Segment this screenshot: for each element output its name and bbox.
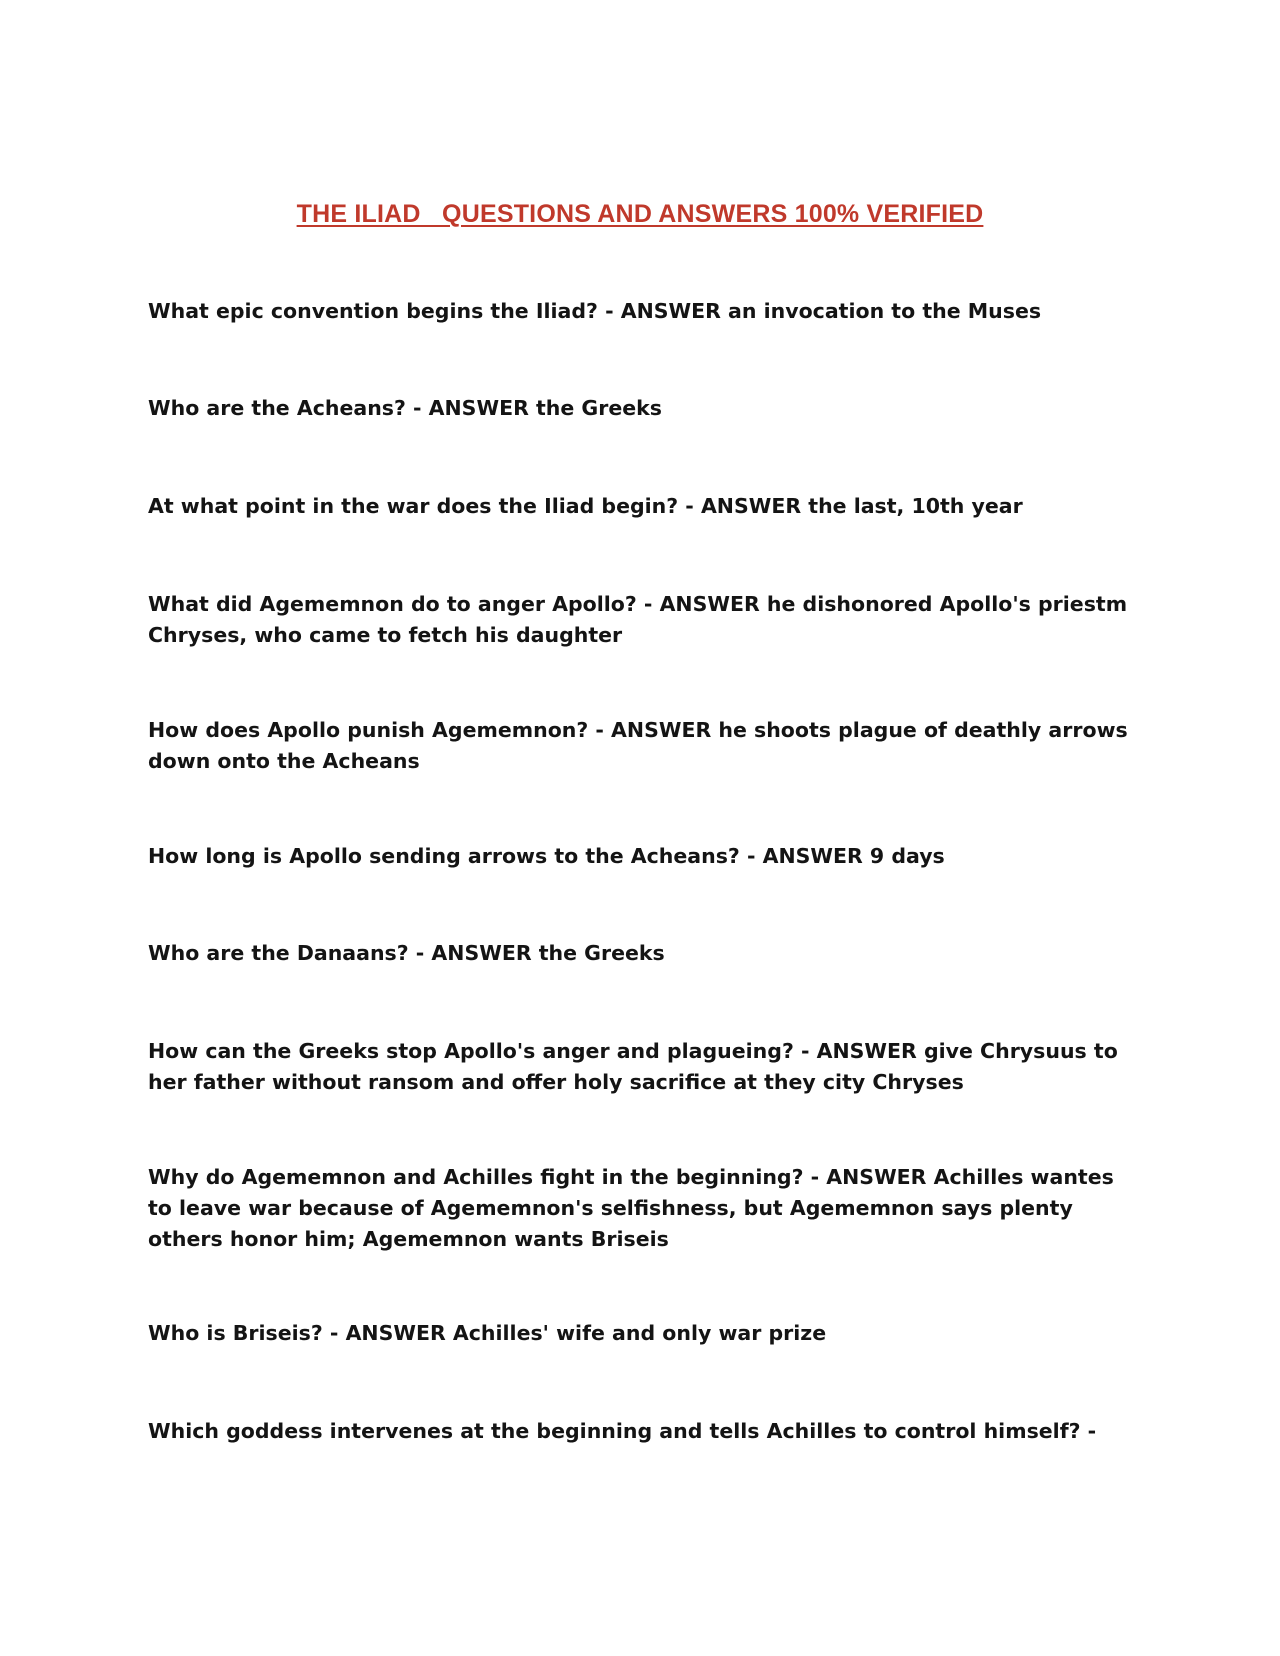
qa-item-9: Why do Agememnon and Achilles fight in the beginning? - ANSWER Achilles wantes to leave war because of Agememnon's selfishness, but Agememnon says plenty others honor him; Agememnon wants Briseis	[148, 1165, 1114, 1251]
qa-item-8: How can the Greeks stop Apollo's anger and plagueing? - ANSWER give Chrysuus to her father without ransom and offer holy sacrifice at they city Chryses	[148, 1039, 1118, 1094]
document-title: THE ILIAD QUESTIONS AND ANSWERS 100% VERIFIED	[296, 200, 984, 228]
qa-item-10: Who is Briseis? - ANSWER Achilles' wife and only war prize	[148, 1321, 827, 1345]
qa-item-3: At what point in the war does the Iliad begin? - ANSWER the last, 10th year	[148, 494, 1023, 518]
qa-item-7: Who are the Danaans? - ANSWER the Greeks	[148, 941, 665, 965]
qa-item-2: Who are the Acheans? - ANSWER the Greeks	[148, 396, 663, 420]
qa-item-11: Which goddess intervenes at the beginning and tells Achilles to control himself? -	[148, 1419, 1097, 1443]
qa-item-1: What epic convention begins the Iliad? - ANSWER an invocation to the Muses	[148, 299, 1042, 323]
qa-item-4: What did Agememnon do to anger Apollo? - ANSWER he dishonored Apollo's priestm Chryses, who came to fetch his daughter	[148, 592, 1128, 647]
qa-item-5: How does Apollo punish Agememnon? - ANSWER he shoots plague of deathly arrows down onto the Acheans	[148, 718, 1128, 773]
qa-item-6: How long is Apollo sending arrows to the Acheans? - ANSWER 9 days	[148, 844, 945, 868]
